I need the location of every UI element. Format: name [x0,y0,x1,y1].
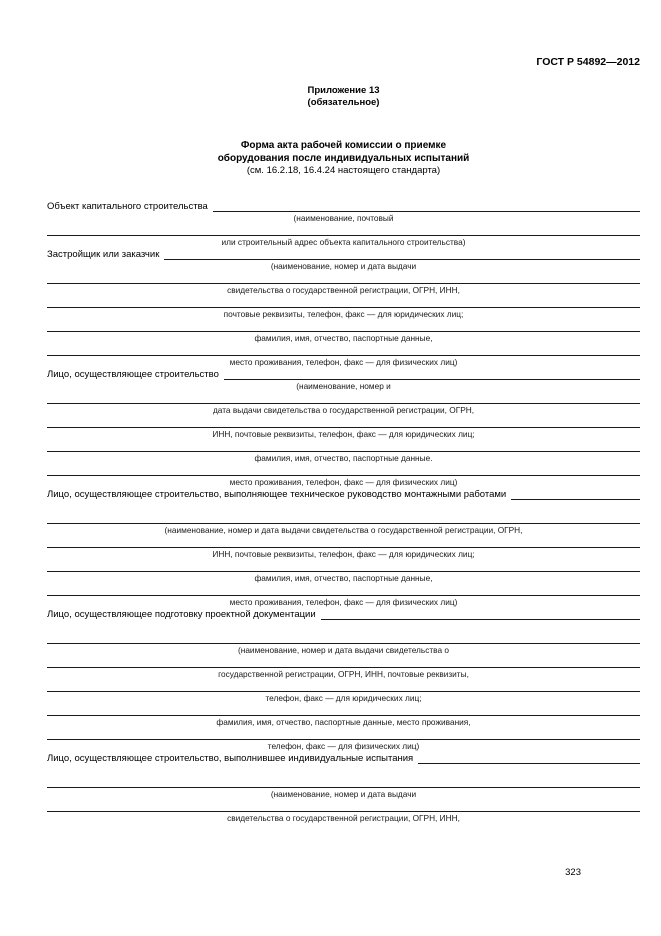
field-caption [47,765,640,775]
form-row [47,727,640,751]
form-line [47,343,640,357]
blank-entry-line [47,715,640,716]
blank-entry-line [47,691,640,692]
form-line [47,775,640,789]
form-line [47,607,640,621]
form-line [47,487,640,501]
form-title [47,140,640,178]
field-caption: (наименование, почтовый [293,212,394,223]
form-row [47,343,640,367]
blank-entry-line [47,643,640,644]
field-label: Объект капитального строительства [47,200,208,212]
appendix-number: Приложение 13 [307,85,380,96]
form-line [47,463,640,477]
field-caption: свидетельства о государственной регистрации, ОГРН, ИНН, [227,812,460,823]
field-label: Лицо, осуществляющее строительство [47,368,219,380]
field-caption: фамилия, имя, отчество, паспортные данные, [254,572,433,583]
form-line [47,367,640,381]
form-row [47,463,640,487]
form-line [47,679,640,693]
form-line [47,799,640,813]
blank-entry-line [164,259,640,260]
field-caption: дата выдачи свидетельства о государственной регистрации, ОГРН, [212,404,475,415]
field-caption: место проживания, телефон, факс — для физических лиц) [229,596,458,607]
form-line [47,247,640,261]
field-label: Лицо, осуществляющее строительство, выполняющее техническое руководство монтажными работами [47,488,507,500]
blank-entry-line [47,331,640,332]
field-caption: (наименование, номер и дата выдачи [270,260,417,271]
form-title-reference: (см. 16.2.18, 16.4.24 настоящего стандарта) [246,165,441,176]
form-row [47,439,640,463]
form-body [47,199,640,823]
form-line [47,199,640,213]
form-row [47,631,640,655]
field-caption: ИНН, почтовые реквизиты, телефон, факс — для юридических лиц; [212,428,475,439]
form-title-line2: оборудования после индивидуальных испытаний [217,152,470,164]
field-caption: почтовые реквизиты, телефон, факс — для юридических лиц; [223,308,464,319]
field-caption: (наименование, номер и дата выдачи свидетельства о государственной регистрации, ОГРН, [164,524,523,535]
field-caption: место проживания, телефон, факс — для физических лиц) [229,356,458,367]
form-row [47,655,640,679]
field-caption: фамилия, имя, отчество, паспортные данные, место проживания, [216,716,471,727]
form-line [47,583,640,597]
field-label: Лицо, осуществляющее строительство, выполнившее индивидуальные испытания [47,752,414,764]
form-row [47,415,640,439]
blank-entry-line [418,763,640,764]
blank-entry-line [224,379,640,380]
form-title-line1: Форма акта рабочей комиссии о приемке [240,140,447,151]
form-line [47,535,640,549]
blank-entry-line [47,451,640,452]
form-row [47,535,640,559]
form-line [47,271,640,285]
form-row [47,583,640,607]
blank-entry-line [47,739,640,740]
blank-entry-line [47,427,640,428]
blank-entry-line [47,475,640,476]
form-line [47,727,640,741]
blank-entry-line [47,811,640,812]
form-line [47,655,640,669]
blank-entry-line [321,619,640,620]
field-caption [47,501,640,511]
appendix-obligation: (обязательное) [307,97,380,108]
field-caption: телефон, факс — для юридических лиц; [265,692,422,703]
form-row [47,271,640,295]
form-line [47,439,640,453]
field-caption: фамилия, имя, отчество, паспортные данные. [254,452,433,463]
appendix-heading [47,85,640,109]
blank-entry-line [47,787,640,788]
field-caption: или строительный адрес объекта капитального строительства) [221,236,466,247]
field-caption: свидетельства о государственной регистрации, ОГРН, ИНН, [227,284,460,295]
form-line [47,559,640,573]
form-line [47,223,640,237]
form-row [47,607,640,631]
field-label: Лицо, осуществляющее подготовку проектной документации [47,608,316,620]
form-row [47,223,640,247]
form-row [47,703,640,727]
form-line [47,391,640,405]
field-caption: (наименование, номер и дата выдачи [270,788,417,799]
form-line [47,295,640,309]
field-caption: ИНН, почтовые реквизиты, телефон, факс — для юридических лиц; [212,548,475,559]
blank-entry-line [47,403,640,404]
blank-entry-line [47,523,640,524]
form-line [47,319,640,333]
form-row [47,247,640,271]
form-row [47,799,640,823]
blank-entry-line [47,547,640,548]
blank-entry-line [47,571,640,572]
field-caption: (наименование, номер и [296,380,391,391]
blank-entry-line [511,499,640,500]
form-row [47,367,640,391]
form-row [47,775,640,799]
form-row [47,511,640,535]
form-row [47,559,640,583]
form-row [47,391,640,415]
form-row [47,487,640,511]
blank-entry-line [47,283,640,284]
blank-entry-line [47,595,640,596]
form-line [47,631,640,645]
blank-entry-line [47,307,640,308]
form-row [47,295,640,319]
field-caption: государственной регистрации, ОГРН, ИНН, почтовые реквизиты, [218,668,469,679]
form-line [47,511,640,525]
form-line [47,703,640,717]
field-label: Застройщик или заказчик [47,248,160,260]
field-caption: телефон, факс — для физических лиц) [267,740,420,751]
form-row [47,679,640,703]
blank-entry-line [47,235,640,236]
form-line [47,415,640,429]
field-caption [47,621,640,631]
field-caption: (наименование, номер и дата выдачи свидетельства о [237,644,450,655]
blank-entry-line [47,667,640,668]
blank-entry-line [47,355,640,356]
form-row [47,751,640,775]
form-row [47,319,640,343]
form-row [47,199,640,223]
standard-number: ГОСТ Р 54892—2012 [536,56,640,68]
page-number: 323 [565,867,581,878]
field-caption: место проживания, телефон, факс — для физических лиц) [229,476,458,487]
field-caption: фамилия, имя, отчество, паспортные данные, [254,332,433,343]
blank-entry-line [213,211,640,212]
form-line [47,751,640,765]
